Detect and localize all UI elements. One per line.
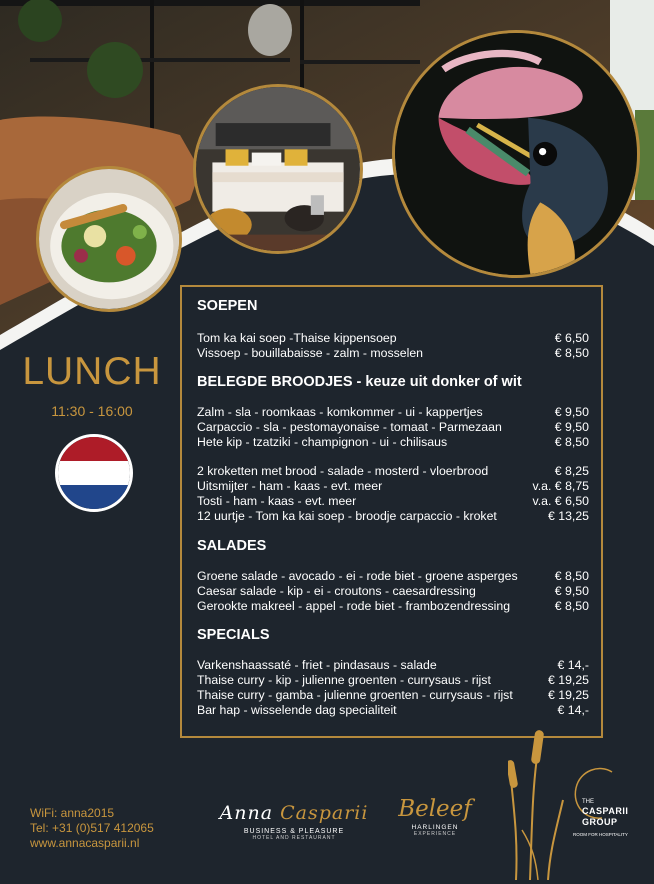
menu-item xyxy=(197,673,589,688)
menu-item xyxy=(197,494,589,509)
menu-item-price: € 13,25 xyxy=(547,509,589,523)
menu-item-name: Gerookte makreel - appel - rode biet - frambozendressing xyxy=(197,599,511,613)
menu-item-name: Zalm - sla - roomkaas - komkommer - ui - kappertjes xyxy=(197,405,483,419)
contact-info xyxy=(30,806,154,851)
group-logo-tagline: ROOM FOR HOSPITALITY xyxy=(573,832,628,837)
section-title-specials: SPECIALS xyxy=(197,627,270,643)
group-logo-casparii: CASPARII xyxy=(582,806,629,816)
logo-beleef-tagline: EXPERIENCE xyxy=(413,831,457,837)
menu-item xyxy=(197,479,589,494)
menu-item xyxy=(197,658,589,673)
menu-item-price: € 8,50 xyxy=(554,599,589,613)
menu-item-name: 2 kroketten met brood - salade - mosterd - vloerbrood xyxy=(197,464,489,478)
logo-casparii-word: Casparii xyxy=(280,802,369,824)
menu-item-price: € 9,50 xyxy=(554,584,589,598)
menu-item xyxy=(197,509,589,524)
menu-item-name: Groene salade - avocado - ei - rode biet - groene asperges xyxy=(197,569,518,583)
lunch-hours: 11:30 - 16:00 xyxy=(51,403,133,419)
wifi-info: WiFi: anna2015 xyxy=(30,806,115,820)
menu-item xyxy=(197,464,589,479)
menu-item-name: Tosti - ham - kaas - evt. meer xyxy=(197,494,357,508)
menu-card xyxy=(180,285,603,738)
logo-beleef-word: Beleef xyxy=(398,796,472,822)
menu-item xyxy=(197,405,589,420)
menu-item-price: € 9,50 xyxy=(554,420,589,434)
menu-item-name: Hete kip - tzatziki - champignon - ui - chilisaus xyxy=(197,435,448,449)
menu-item-name: 12 uurtje - Tom ka kai soep - broodje carpaccio - kroket xyxy=(197,509,497,523)
menu-item-name: Thaise curry - gamba - julienne groenten - currysaus - rijst xyxy=(197,688,513,702)
phone-number[interactable]: Tel: +31 (0)517 412065 xyxy=(30,821,154,835)
menu-item-price: € 6,50 xyxy=(554,331,589,345)
menu-item-name: Thaise curry - kip - julienne groenten - currysaus - rijst xyxy=(197,673,491,687)
menu-item xyxy=(197,599,589,614)
menu-item-name: Varkenshaassaté - friet - pindasaus - salade xyxy=(197,658,437,672)
menu-item xyxy=(197,435,589,450)
salad-photo xyxy=(36,166,182,312)
menu-item-price: € 19,25 xyxy=(547,688,589,702)
menu-item-price: € 19,25 xyxy=(547,673,589,687)
menu-item-price: € 8,50 xyxy=(554,569,589,583)
menu-item xyxy=(197,569,589,584)
website-link[interactable]: www.annacasparii.nl xyxy=(30,836,140,850)
lunch-title: LUNCH xyxy=(22,350,162,393)
section-title-salades: SALADES xyxy=(197,538,267,554)
menu-item-price: € 14,- xyxy=(557,658,589,672)
menu-item-name: Caesar salade - kip - ei - croutons - caesardressing xyxy=(197,584,476,598)
logo-anna-tagline: HOTEL AND RESTAURANT xyxy=(252,835,336,841)
menu-item-price: € 8,50 xyxy=(554,346,589,360)
menu-item-price: € 14,- xyxy=(557,703,589,717)
menu-item-name: Tom ka kai soep -Thaise kippensoep xyxy=(197,331,397,345)
beleef-logo xyxy=(395,796,475,862)
menu-item xyxy=(197,688,589,703)
group-logo-the: THE xyxy=(582,799,594,805)
menu-item-price: € 8,50 xyxy=(554,435,589,449)
menu-item-name: Vissoep - bouillabaisse - zalm - mosselen xyxy=(197,346,423,360)
menu-item xyxy=(197,703,589,718)
menu-item-name: Carpaccio - sla - pestomayonaise - tomaat - Parmezaan xyxy=(197,420,502,434)
menu-item xyxy=(197,346,589,361)
netherlands-flag-icon xyxy=(55,434,133,512)
flag-stripe-white xyxy=(58,461,130,485)
anna-casparii-logo xyxy=(218,802,370,862)
menu-item-name: Bar hap - wisselende dag specialiteit xyxy=(197,703,397,717)
menu-item-price: € 8,25 xyxy=(554,464,589,478)
section-title-soepen: SOEPEN xyxy=(197,298,258,314)
menu-item xyxy=(197,584,589,599)
group-logo-group: GROUP xyxy=(582,817,618,827)
logo-beleef-subtitle: HARLINGEN xyxy=(411,824,459,831)
menu-item-price: v.a. € 6,50 xyxy=(532,494,589,508)
hotel-room-photo xyxy=(193,84,363,254)
logo-anna-subtitle: BUSINESS & PLEASURE xyxy=(243,828,345,835)
menu-item-price: v.a. € 8,75 xyxy=(532,479,589,493)
casparii-group-logo xyxy=(568,766,638,836)
logo-anna-word: Anna xyxy=(219,802,274,824)
menu-item-price: € 9,50 xyxy=(554,405,589,419)
menu-item xyxy=(197,420,589,435)
hornbill-artwork-photo xyxy=(392,30,640,278)
section-title-belegde-broodjes: BELEGDE BROODJES - keuze uit donker of wit xyxy=(197,374,522,390)
menu-item-name: Uitsmijter - ham - kaas - evt. meer xyxy=(197,479,383,493)
menu-item xyxy=(197,331,589,346)
